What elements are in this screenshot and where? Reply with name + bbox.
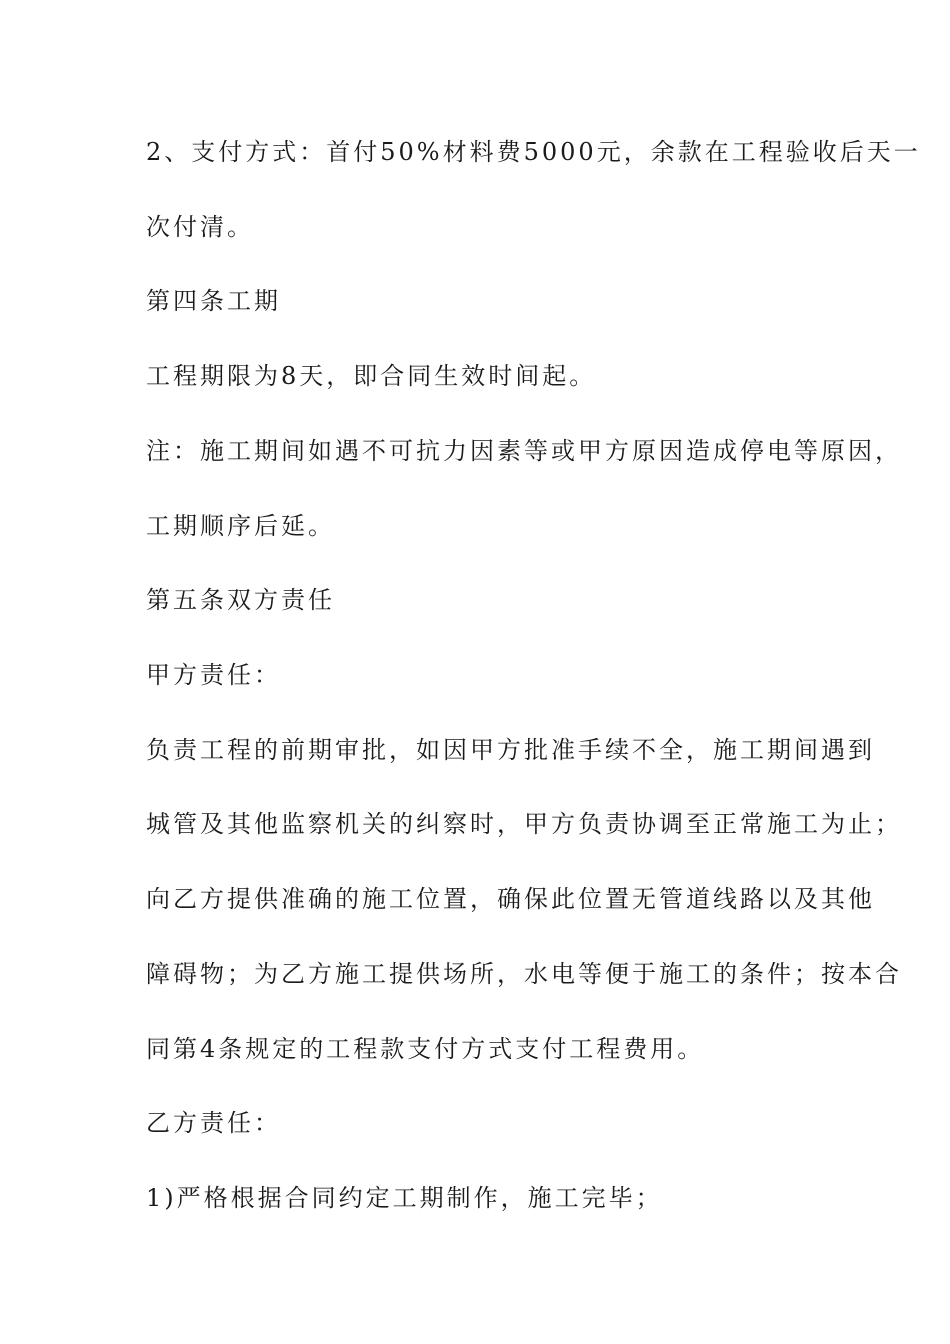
article-five-heading: 第五条双方责任 bbox=[146, 586, 335, 614]
note-line-cont: 工期顺序后延。 bbox=[146, 512, 335, 540]
article-four-heading: 第四条工期 bbox=[146, 287, 281, 315]
party-a-heading: 甲方责任： bbox=[146, 661, 281, 689]
note-line: 注：施工期间如遇不可抗力因素等或甲方原因造成停电等原因， bbox=[146, 437, 902, 465]
party-a-text-4: 障碍物；为乙方施工提供场所，水电等便于施工的条件；按本合 bbox=[146, 960, 902, 988]
party-a-text-1: 负责工程的前期审批，如因甲方批准手续不全，施工期间遇到 bbox=[146, 736, 875, 764]
party-b-item-1: 1)严格根据合同约定工期制作，施工完毕； bbox=[146, 1184, 663, 1212]
party-a-text-5: 同第4条规定的工程款支付方式支付工程费用。 bbox=[146, 1035, 705, 1063]
duration-line: 工程期限为8天，即合同生效时间起。 bbox=[146, 362, 597, 390]
party-b-heading: 乙方责任： bbox=[146, 1109, 281, 1137]
party-a-text-3: 向乙方提供准确的施工位置，确保此位置无管道线路以及其他 bbox=[146, 885, 875, 913]
payment-method-line-cont: 次付清。 bbox=[146, 213, 254, 241]
payment-method-line: 2、支付方式：首付50%材料费5000元，余款在工程验收后天一 bbox=[146, 138, 921, 166]
party-a-text-2: 城管及其他监察机关的纠察时，甲方负责协调至正常施工为止； bbox=[146, 810, 902, 838]
